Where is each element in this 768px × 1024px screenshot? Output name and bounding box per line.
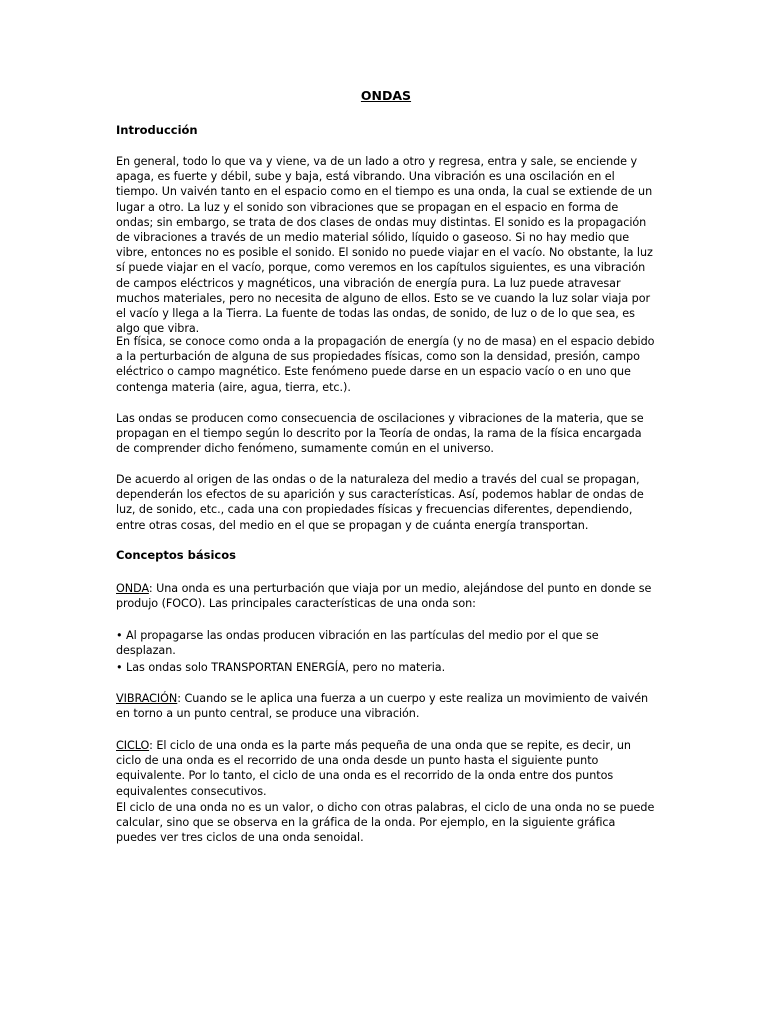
term-vibracion: VIBRACIÓN (116, 692, 178, 705)
document-title: ONDAS (360, 88, 412, 103)
intro-paragraph-4: De acuerdo al origen de las ondas o de la naturaleza del medio a través del cual se propagan, dependerán los efectos de su aparición y sus características. Así, podemos hablar de ondas de luz, de sonido, etc., cada una con propiedades físicas y frecuencias diferentes, dependiendo, entre otras cosas, del medio en el que se propagan y de cuánta energía transportan. (116, 473, 644, 532)
bullet-item-2: • Las ondas solo TRANSPORTAN ENERGÍA, pero no materia. (116, 661, 446, 674)
definition-onda-text: : Una onda es una perturbación que viaja por un medio, alejándose del punto en donde se produjo (FOCO). Las principales características de una onda son: (116, 582, 652, 611)
intro-paragraph-2: En física, se conoce como onda a la propagación de energía (y no de masa) en el espacio debido a la perturbación de alguna de sus propiedades físicas, como son la densidad, presión, campo eléctrico o campo magnético. Este fenómeno puede darse en un espacio vacío o en uno que contenga materia (aire, agua, tierra, etc.). (116, 335, 655, 394)
definition-ciclo (116, 738, 656, 799)
bullet-item-1: • Al propagarse las ondas producen vibración en las partículas del medio por el que se desplazan. (116, 629, 599, 658)
section-heading-conceptos: Conceptos básicos (116, 548, 236, 562)
term-onda: ONDA (116, 582, 149, 595)
intro-paragraph-1: En general, todo lo que va y viene, va de un lado a otro y regresa, entra y sale, se enciende y apaga, es fuerte y débil, sube y baja, está vibrando. Una vibración es una oscilación en el tiempo. Un vaivén tanto en el espacio como en el tiempo es una onda, la cual se extiende de un lugar a otro. La luz y el sonido son vibraciones que se propagan en el espacio en forma de ondas; sin embargo, se trata de dos clases de ondas muy distintas. El sonido es la propagación de vibraciones a través de un medio material sólido, líquido o gaseoso. Si no hay medio que vibre, entonces no es posible el sonido. El sonido no puede viajar en el vacío. No obstante, la luz sí puede viajar en el vacío, porque, como veremos en los capítulos siguientes, es una vibración de campos eléctricos y magnéticos, una vibración de energía pura. La luz puede atravesar muchos materiales, pero no necesita de alguno de ellos. Esto se ve cuando la luz solar viaja por el vacío y llega a la Tierra. La fuente de todas las ondas, de sonido, de luz o de lo que sea, es algo que vibra. (116, 155, 653, 336)
definition-ciclo-text: : El ciclo de una onda es la parte más pequeña de una onda que se repite, es decir, un ciclo de una onda es el recorrido de una onda desde un punto hasta el siguiente punto equivalente. Por lo tanto, el ciclo de una onda es el recorrido de la onda entre dos puntos equivalentes consecutivos. (116, 739, 631, 798)
final-paragraph: El ciclo de una onda no es un valor, o dicho con otras palabras, el ciclo de una onda no se puede calcular, sino que se observa en la gráfica de la onda. Por ejemplo, en la siguiente gráfica puedes ver tres ciclos de una onda senoidal. (116, 801, 655, 845)
intro-paragraph-3: Las ondas se producen como consecuencia de oscilaciones y vibraciones de la materia, que se propagan en el tiempo según lo descrito por la Teoría de ondas, la rama de la física encargada de comprender dicho fenómeno, sumamente común en el universo. (116, 412, 644, 456)
definition-onda (116, 581, 656, 611)
section-heading-introduccion: Introducción (116, 123, 198, 137)
definition-vibracion-text: : Cuando se le aplica una fuerza a un cuerpo y este realiza un movimiento de vaivén en torno a un punto central, se produce una vibración. (116, 692, 649, 721)
definition-vibracion (116, 691, 656, 721)
term-ciclo: CICLO (116, 739, 150, 752)
